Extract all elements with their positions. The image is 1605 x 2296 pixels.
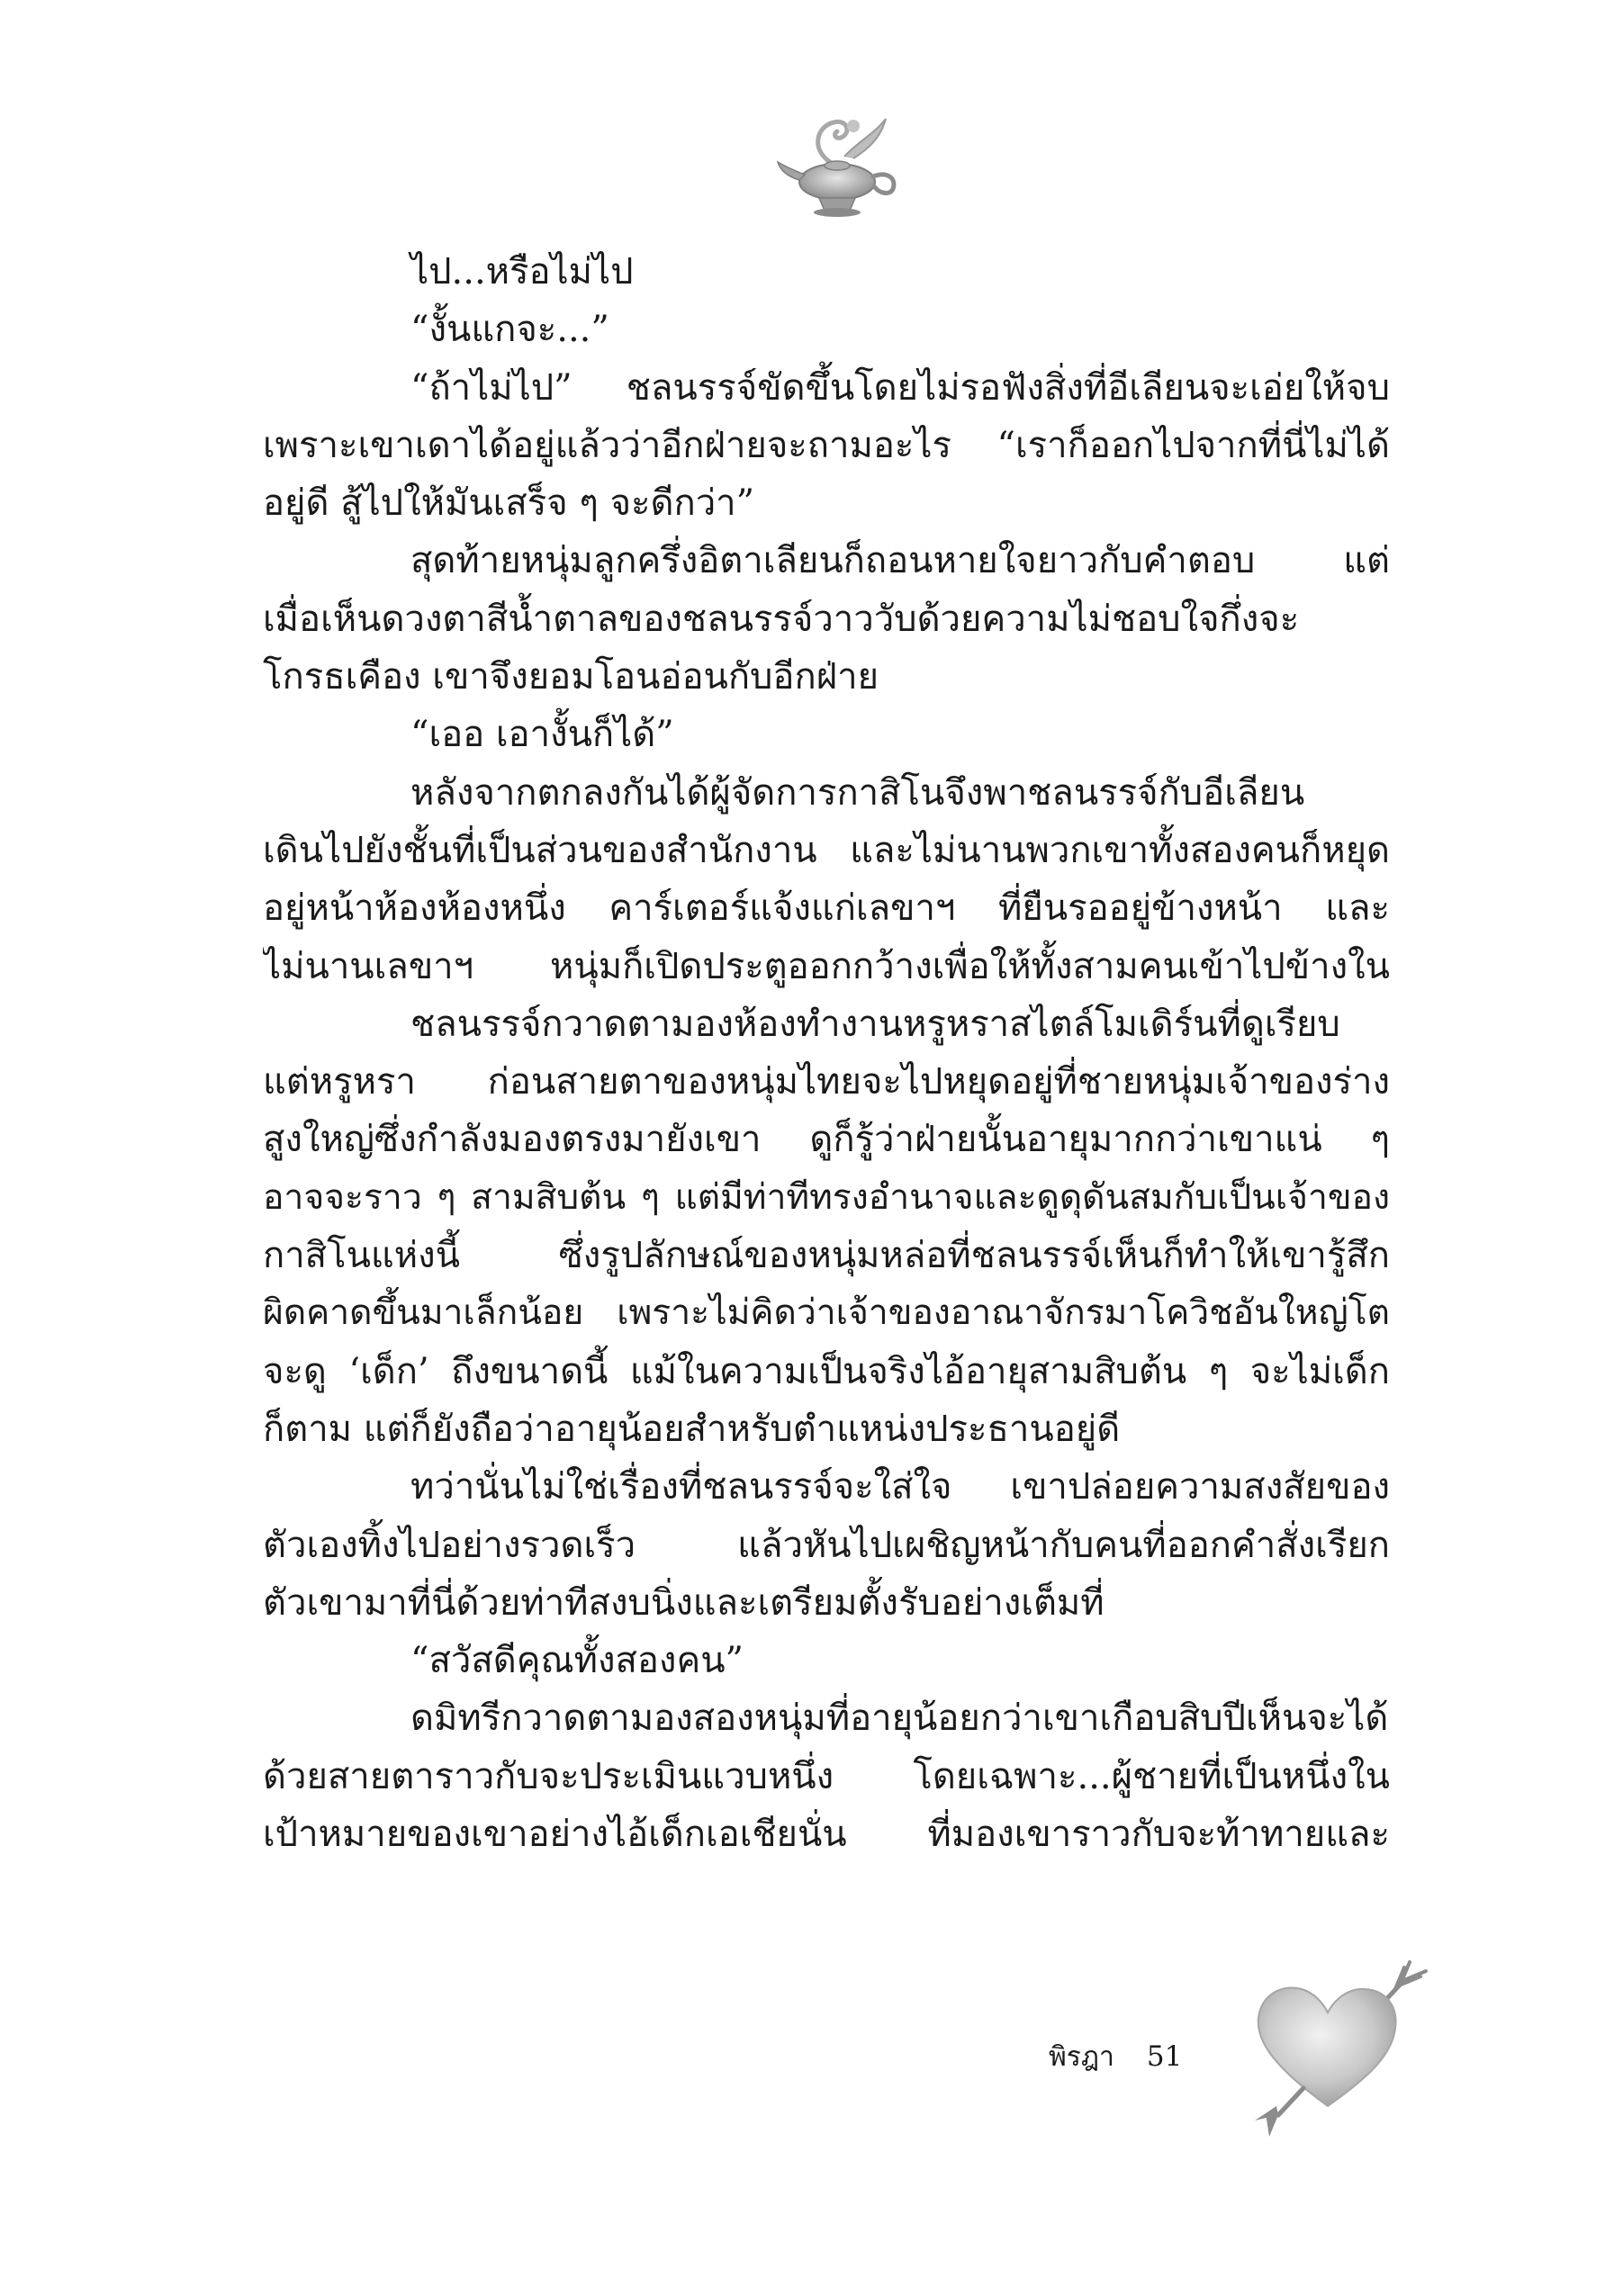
text-line: อาจจะราว ๆ สามสิบต้น ๆ แต่มีท่าทีทรงอำนาจและดูดุดันสมกับเป็นเจ้าของ bbox=[263, 1176, 1390, 1218]
text-line: ไม่นานเลขาฯ หนุ่มก็เปิดประตูออกกว้างเพื่อให้ทั้งสามคนเข้าไปข้างใน bbox=[263, 945, 1390, 987]
text-line: แต่หรูหรา ก่อนสายตาของหนุ่มไทยจะไปหยุดอยู่ที่ชายหนุ่มเจ้าของร่าง bbox=[263, 1061, 1390, 1103]
text-line: เดินไปยังชั้นที่เป็นส่วนของสำนักงาน และไม่นานพวกเขาทั้งสองคนก็หยุด bbox=[263, 829, 1390, 871]
text-line: ดมิทรีกวาดตามองสองหนุ่มที่อายุน้อยกว่าเขาเกือบสิบปีเห็นจะได้ bbox=[410, 1697, 1389, 1740]
text-line: “ถ้าไม่ไป” ชลนรรจ์ขัดขึ้นโดยไม่รอฟังสิ่งที่อีเลียนจะเอ่ยให้จบ bbox=[410, 366, 1390, 409]
text-line: กาสิโนแห่งนี้ ซึ่งรูปลักษณ์ของหนุ่มหล่อที่ชลนรรจ์เห็นก็ทำให้เขารู้สึก bbox=[263, 1235, 1390, 1277]
text-line: โกรธเคือง เขาจึงยอมโอนอ่อนกับอีกฝ่าย bbox=[263, 656, 879, 698]
text-line: เมื่อเห็นดวงตาสีน้ำตาลของชลนรรจ์วาววับด้วยความไม่ชอบใจกึ่งจะ bbox=[263, 598, 1300, 640]
text-line: สุดท้ายหนุ่มลูกครึ่งอิตาเลียนก็ถอนหายใจยาวกับคำตอบ แต่ bbox=[410, 540, 1390, 582]
text-line: “งั้นแกจะ...” bbox=[410, 309, 609, 351]
text-line: ตัวเองทิ้งไปอย่างรวดเร็ว แล้วหันไปเผชิญหน้ากับคนที่ออกคำสั่งเรียก bbox=[263, 1524, 1390, 1566]
author-name: พิรฎา bbox=[1049, 2041, 1114, 2073]
text-line: ไป...หรือไม่ไป bbox=[410, 251, 634, 293]
text-line: ทว่านั่นไม่ใช่เรื่องที่ชลนรรจ์จะใส่ใจ เขาปล่อยความสงสัยของ bbox=[410, 1466, 1390, 1508]
page-number: 51 bbox=[1146, 2040, 1183, 2073]
text-line: สูงใหญ่ซึ่งกำลังมองตรงมายังเขา ดูก็รู้ว่าฝ่ายนั้นอายุมากกว่าเขาแน่ ๆ bbox=[263, 1119, 1390, 1161]
text-line: ชลนรรจ์กวาดตามองห้องทำงานหรูหราสไตล์โมเดิร์นที่ดูเรียบ bbox=[410, 1003, 1340, 1045]
text-line: ก็ตาม แต่ก็ยังถือว่าอายุน้อยสำหรับตำแหน่งประธานอยู่ดี bbox=[263, 1408, 1121, 1450]
text-line: เพราะเขาเดาได้อยู่แล้วว่าอีกฝ่ายจะถามอะไร “เราก็ออกไปจากที่นี่ไม่ได้ bbox=[263, 424, 1390, 466]
heart-arrow-icon bbox=[1224, 1935, 1431, 2142]
genie-lamp-icon bbox=[774, 99, 909, 225]
text-line: “สวัสดีคุณทั้งสองคน” bbox=[410, 1640, 744, 1682]
text-line: หลังจากตกลงกันได้ผู้จัดการกาสิโนจึงพาชลนรรจ์กับอีเลียน bbox=[410, 771, 1305, 814]
text-line: ด้วยสายตาราวกับจะประเมินแวบหนึ่ง โดยเฉพาะ...ผู้ชายที่เป็นหนึ่งใน bbox=[263, 1755, 1390, 1797]
text-line: จะดู ‘เด็ก’ ถึงขนาดนี้ แม้ในความเป็นจริงไอ้อายุสามสิบต้น ๆ จะไม่เด็ก bbox=[263, 1350, 1390, 1392]
text-line: อยู่ดี สู้ไปให้มันเสร็จ ๆ จะดีกว่า” bbox=[263, 482, 755, 525]
text-line: เป้าหมายของเขาอย่างไอ้เด็กเอเชียนั่น ที่มองเขาราวกับจะท้าทายและ bbox=[263, 1814, 1390, 1856]
text-line: ผิดคาดขึ้นมาเล็กน้อย เพราะไม่คิดว่าเจ้าของอาณาจักรมาโควิชอันใหญ่โต bbox=[263, 1292, 1390, 1334]
text-line: ตัวเขามาที่นี่ด้วยท่าทีสงบนิ่งและเตรียมตั้งรับอย่างเต็มที่ bbox=[263, 1581, 1105, 1624]
text-line: “เออ เอางั้นก็ได้” bbox=[410, 714, 674, 756]
text-line: อยู่หน้าห้องห้องหนึ่ง คาร์เตอร์แจ้งแก่เลขาฯ ที่ยืนรออยู่ข้างหน้า และ bbox=[263, 887, 1390, 930]
page-footer bbox=[1049, 2036, 1182, 2078]
body-text bbox=[263, 243, 1390, 1863]
